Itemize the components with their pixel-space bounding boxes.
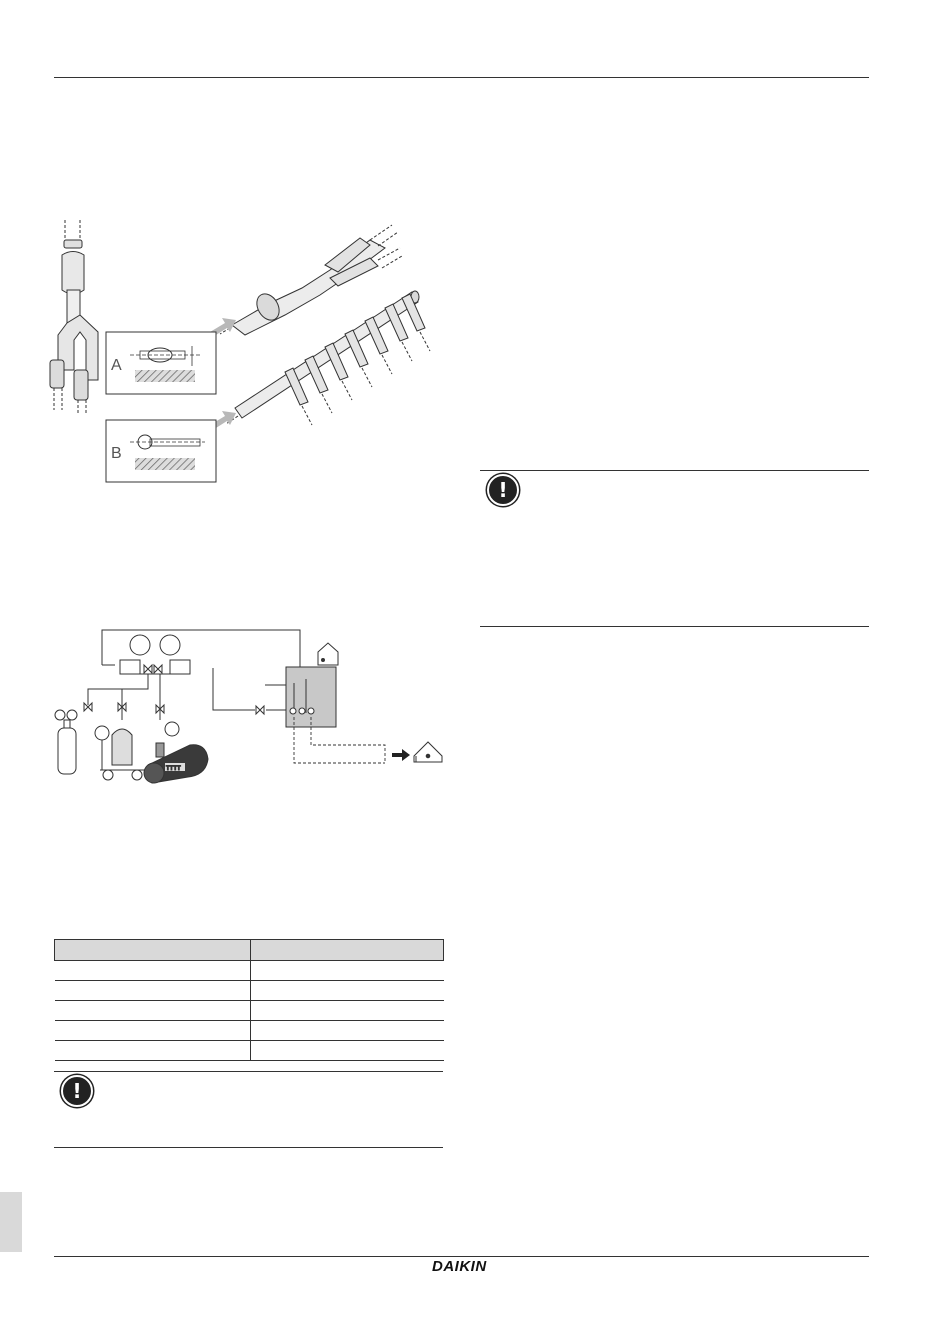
- nitrogen-cylinder-icon: [55, 710, 77, 774]
- vacuum-test-figure: [50, 625, 450, 810]
- table-row: [55, 1041, 444, 1061]
- table-row: [55, 981, 444, 1001]
- notice-rule-top: [480, 470, 869, 471]
- house-icon: [414, 742, 442, 762]
- pump-label: TTTT: [166, 766, 181, 772]
- callout-b-letter: B: [111, 445, 122, 462]
- table-row: [55, 1021, 444, 1041]
- table-row: [55, 961, 444, 981]
- table-cell: [251, 961, 444, 981]
- table-header-row: [55, 940, 444, 961]
- notice-rule-bottom: [54, 1147, 443, 1148]
- table-header-cell: [251, 940, 444, 961]
- table-cell: [55, 961, 251, 981]
- brand-logo: DAIKIN: [432, 1258, 487, 1275]
- important-icon: !: [487, 474, 519, 506]
- spec-table: [54, 939, 444, 1061]
- important-icon: !: [61, 1075, 93, 1107]
- table-cell: [55, 981, 251, 1001]
- header-rule: [54, 77, 869, 78]
- table-header-cell: [55, 940, 251, 961]
- table-cell: [55, 1001, 251, 1021]
- table-row: [55, 1001, 444, 1021]
- notice-rule-top: [54, 1071, 443, 1072]
- vacuum-pump-icon: [144, 722, 208, 783]
- vertical-joint-illustration: [50, 220, 98, 415]
- table-cell: [251, 1041, 444, 1061]
- chapter-side-tab: [0, 1192, 22, 1252]
- pressure-gauge-icon: [160, 635, 180, 655]
- table-cell: [55, 1021, 251, 1041]
- footer-rule: [54, 1256, 869, 1257]
- callout-a-letter: A: [111, 357, 122, 374]
- indoor-house-icon: [318, 643, 338, 665]
- table-cell: [251, 1001, 444, 1021]
- arrow-right-icon: [392, 749, 410, 761]
- callout-a-box: [106, 332, 216, 394]
- table-cell: [251, 981, 444, 1001]
- callout-b-box: [106, 420, 216, 482]
- table-cell: [55, 1041, 251, 1061]
- refrigerant-cylinder-icon: [95, 726, 145, 780]
- table-cell: [251, 1021, 444, 1041]
- refnet-pipe-figure: [40, 210, 450, 490]
- notice-rule-bottom: [480, 626, 869, 627]
- pressure-gauge-icon: [130, 635, 150, 655]
